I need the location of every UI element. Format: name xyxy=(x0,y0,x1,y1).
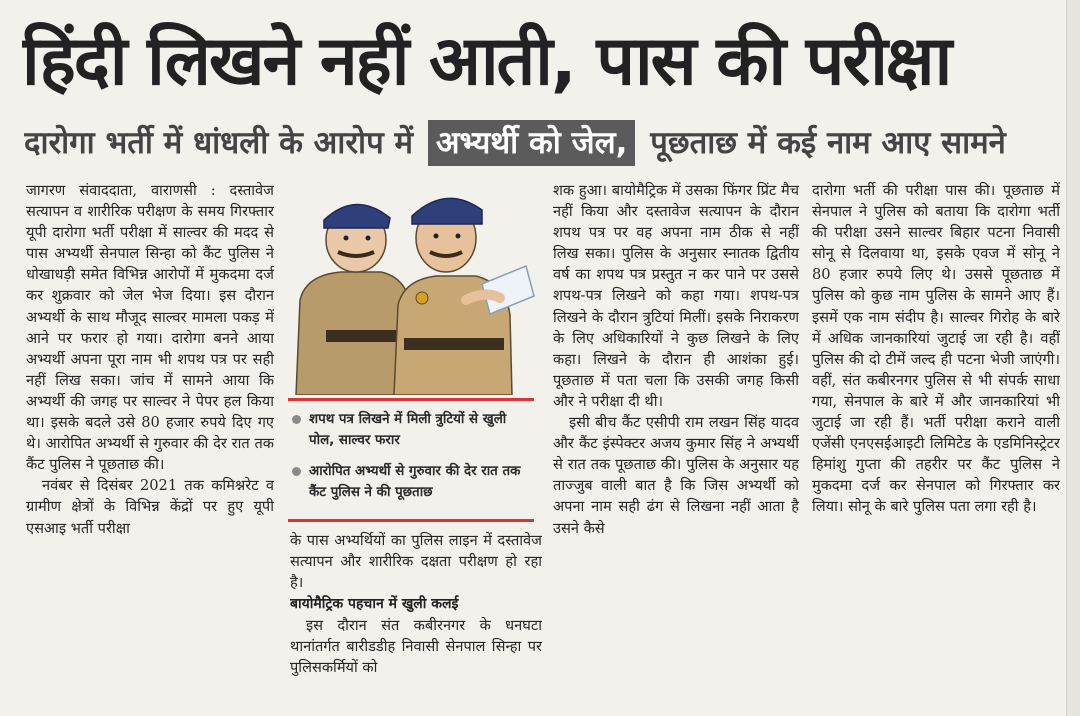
police-officers-illustration xyxy=(286,180,544,395)
bullet-dot-icon xyxy=(292,467,301,476)
column-4-paragraph: दारोगा भर्ती की परीक्षा पास की। पूछताछ में सेनपाल ने पुलिस को बताया कि दारोगा भर्ती की परीक्षा उसने साल्वर बिहार पटना निवासी सोनू से दिलवाया था, इसके एवज में सोनू ने 80 हजार रुपये लिए थे। उससे पूछताछ में पुलिस को कुछ नाम पुलिस के सामने आए हैं। इसमें एक नाम संदीप है। साल्वर गिरोह के बारे में अधिक जानकारियां जुटाई जा रही है। वहीं पुलिस की दो टीमें जल्द ही पटना भेजी जाएंगी। वहीं, संत कबीरनगर पुलिस से भी संपर्क साधा गया, सेनपाल के बारे में और जानकारियां भी जुटाई जा रही हैं। भर्ती परीक्षा कराने वाली एजेंसी एनएसईआइटी लिमिटेड के एडमिनिस्ट्रेटर हिमांशु गुप्ता की तहरीर पर कैंट पुलिस ने मुकदमा दर्ज कर सेनपाल को गिरफ्तार कर लिया। सोनू के बारे पुलिस पता लगा रही है। xyxy=(812,182,1060,516)
column-1 xyxy=(26,180,274,716)
column-3-paragraph: शक हुआ। बायोमैट्रिक में उसका फिंगर प्रिंट मैच नहीं किया और दस्तावेज सत्यापन के दौरान शपथ पत्र पर वह अपना नाम ठीक से नहीं लिख सका। पुलिस के अनुसार स्नातक द्वितीय वर्ष का शपथ पत्र प्रस्तुत न कर पाने पर उससे शपथ-पत्र लिखने को कहा गया। शपथ-पत्र लिखने के दौरान त्रुटियां मिलीं। इसके निराकरण के लिए अधिकारियों ने कुछ लिखने के लिए कहा। लिखने के दौरान ही आशंका हुई। पूछताछ में पता चला कि उसकी जगह किसी और ने परीक्षा दी थी। xyxy=(553,182,799,410)
column-3 xyxy=(553,180,799,716)
column-1-paragraph: जागरण संवाददाता, वाराणसी : दस्तावेज सत्यापन व शारीरिक परीक्षण के समय गिरफ्तार यूपी दारोगा भर्ती परीक्षा में साल्वर की मदद से पास अभ्यर्थी सेनपाल सिन्हा को कैंट पुलिस ने धोखाधड़ी समेत विभिन्न आरोपों में मुकदमा दर्ज कर शुक्रवार को जेल भेज दिया। इस दौरान अभ्यर्थी के साथ मौजूद साल्वर मामला पकड़ में आने पर फरार हो गया। दारोगा बनने आया अभ्यर्थी अपना पूरा नाम भी शपथ पत्र पर सही नहीं लिख सका। जांच में सामने आया कि अभ्यर्थी की जगह पर साल्वर ने पेपर हल किया था। इसके बदले उसे 80 हजार रुपये दिए गए थे। आरोपित अभ्यर्थी से गुरुवार की देर रात तक कैंट पुलिस ने पूछताछ की। xyxy=(26,182,274,474)
highlights-box xyxy=(288,398,534,522)
column-3-paragraph: इसी बीच कैंट एसीपी राम लखन सिंह यादव और कैंट इंस्पेक्टर अजय कुमार सिंह ने अभ्यर्थी से रात तक पूछताछ की। पुलिस के अनुसार यह ताज्जुब वाली बात है कि जिस अभ्यर्थी को अपना नाम सही ढंग से लिखना नहीं आता है उसने कैसे xyxy=(553,414,799,537)
subhead-text-before: दारोगा भर्ती में धांधली के आरोप में xyxy=(24,125,414,161)
highlight-item: आरोपित अभ्यर्थी से गुरुवार की देर रात तक कैंट पुलिस ने की पूछताछ xyxy=(288,461,534,503)
column-4 xyxy=(812,180,1060,716)
column-2-paragraph: के पास अभ्यर्थियों का पुलिस लाइन में दस्तावेज सत्यापन और शारीरिक दक्षता परीक्षण हो रहा है। xyxy=(290,532,542,592)
adjacent-column-edge xyxy=(1066,0,1080,716)
column-1-paragraph: नवंबर से दिसंबर 2021 तक कमिश्नरेट व ग्रामीण क्षेत्रों के विभिन्न केंद्रों पर हुए यूपी एसआइ भर्ती परीक्षा xyxy=(26,477,274,537)
crosshead: बायोमैट्रिक पहचान में खुली कलई xyxy=(290,596,459,613)
subhead-highlight: अभ्यर्थी को जेल, xyxy=(428,120,636,166)
bullet-dot-icon xyxy=(292,415,301,424)
highlight-item: शपथ पत्र लिखने में मिली त्रुटियों से खुली पोल, साल्वर फरार xyxy=(288,409,534,451)
column-2 xyxy=(290,530,542,716)
subheadline xyxy=(24,118,1064,168)
column-2-paragraph: इस दौरान संत कबीरनगर के धनघटा थानांतर्गत बारीडडीह निवासी सेनपाल सिन्हा पर पुलिसकर्मियों को xyxy=(290,617,542,677)
headline: हिंदी लिखने नहीं आती, पास की परीक्षा xyxy=(22,22,951,101)
subhead-text-after: पूछताछ में कई नाम आए सामने xyxy=(650,125,1006,161)
